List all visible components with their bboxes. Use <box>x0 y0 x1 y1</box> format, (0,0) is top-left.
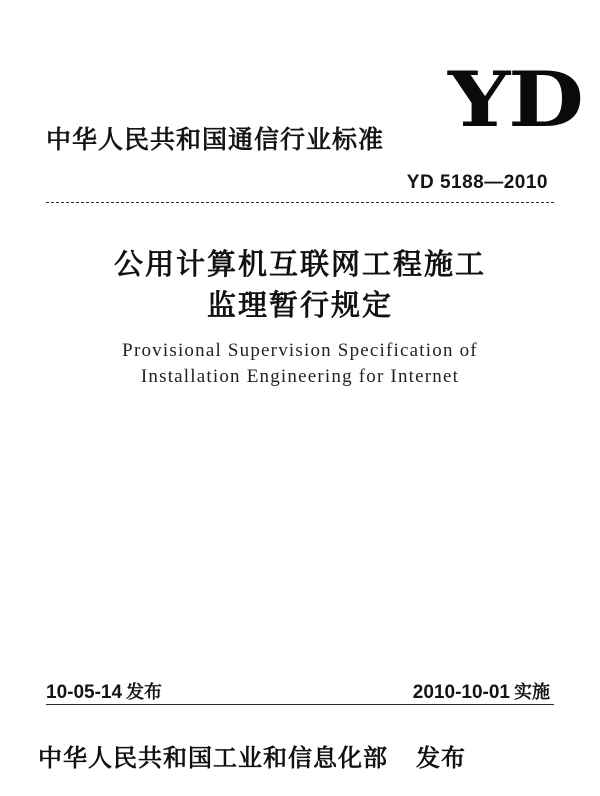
bottom-divider <box>46 704 554 705</box>
issue-date-label: 发布 <box>126 682 163 703</box>
title-chinese-line-2: 监理暂行规定 <box>206 288 393 322</box>
publisher-name: 中华人民共和国工业和信息化部 <box>38 744 388 772</box>
yd-logo: YD <box>448 55 582 144</box>
standard-number: YD 5188—2010 <box>406 172 548 193</box>
issue-date <box>46 678 162 704</box>
implementation-date <box>413 678 550 704</box>
title-english-line-2: Installation Engineering for Internet <box>140 366 460 387</box>
top-divider <box>46 202 554 203</box>
implementation-date-value: 2010-10-01 <box>412 682 510 703</box>
implementation-date-label: 实施 <box>514 682 550 703</box>
publish-label: 发布 <box>416 744 466 772</box>
issue-date-value: 10-05-14 <box>46 682 123 703</box>
industry-standard-label: 中华人民共和国通信行业标准 <box>46 125 385 154</box>
title-english-line-1: Provisional Supervision Specification of <box>122 340 478 361</box>
title-chinese-line-1: 公用计算机互联网工程施工 <box>113 247 486 281</box>
publisher <box>38 738 466 773</box>
